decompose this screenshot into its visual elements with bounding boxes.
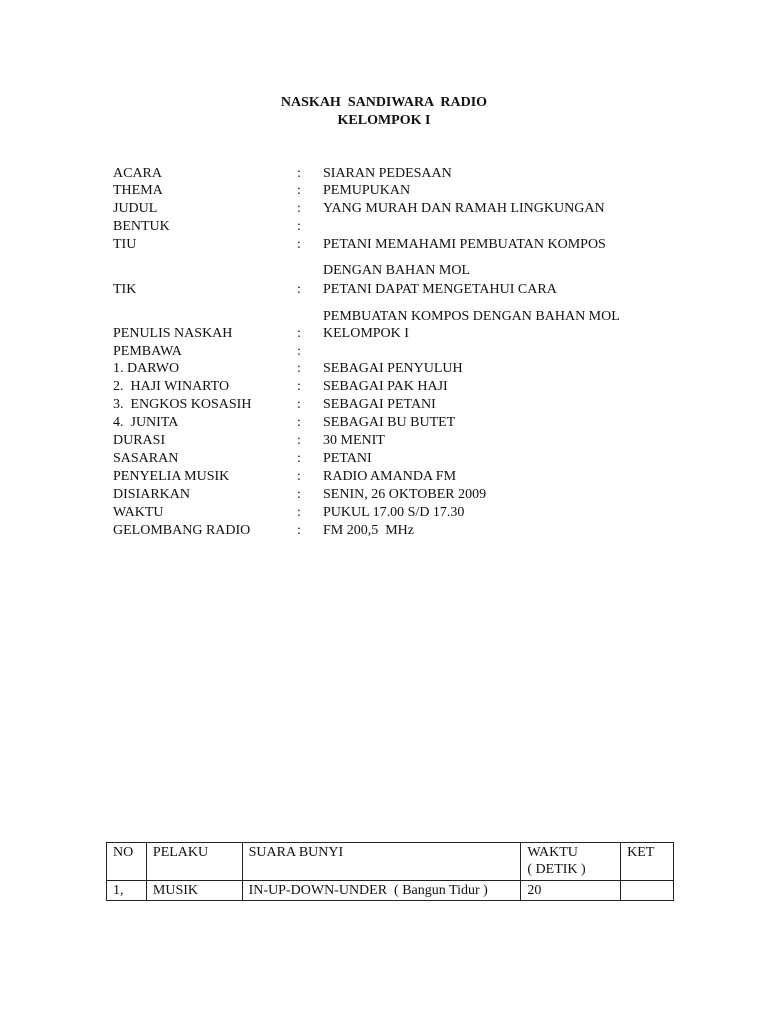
colon: :	[297, 361, 301, 376]
colon: :	[297, 415, 301, 430]
info-value: PETANI DAPAT MENGETAHUI CARA	[323, 282, 557, 297]
header-waktu: WAKTU ( DETIK )	[521, 843, 621, 881]
info-row-cast-4	[0, 414, 768, 432]
info-label: ACARA	[113, 166, 163, 181]
info-row-cast-1	[0, 360, 768, 378]
info-row-waktu	[0, 504, 768, 522]
info-value: SIARAN PEDESAAN	[323, 166, 452, 181]
table-row	[107, 881, 674, 901]
script-table	[106, 842, 674, 901]
info-row-tik	[0, 281, 768, 299]
info-label: SASARAN	[113, 451, 179, 466]
colon: :	[297, 201, 301, 216]
info-value: 30 MENIT	[323, 433, 385, 448]
colon: :	[297, 183, 301, 198]
info-label: BENTUK	[113, 219, 170, 234]
header-ket: KET	[621, 843, 674, 881]
info-label: 3. ENGKOS KOSASIH	[113, 397, 252, 412]
info-value: PETANI MEMAHAMI PEMBUATAN KOMPOS	[323, 237, 606, 252]
info-value: PEMUPUKAN	[323, 183, 411, 198]
colon: :	[297, 344, 301, 359]
cell-waktu: 20	[521, 881, 621, 901]
info-row-tiu	[0, 236, 768, 254]
info-value: PETANI	[323, 451, 372, 466]
colon: :	[297, 282, 301, 297]
table-header-row	[107, 843, 674, 881]
info-value: PUKUL 17.00 S/D 17.30	[323, 505, 465, 520]
info-label: PENYELIA MUSIK	[113, 469, 230, 484]
colon: :	[297, 505, 301, 520]
cell-pelaku: MUSIK	[146, 881, 242, 901]
info-label: DISIARKAN	[113, 487, 190, 502]
info-label: DURASI	[113, 433, 166, 448]
cell-no: 1,	[107, 881, 147, 901]
info-value: KELOMPOK I	[323, 326, 409, 341]
colon: :	[297, 166, 301, 181]
info-row-penyelia	[0, 468, 768, 486]
info-label: PENULIS NASKAH	[113, 326, 233, 341]
info-label: WAKTU	[113, 505, 164, 520]
info-row-acara	[0, 165, 768, 183]
info-value-continuation: DENGAN BAHAN MOL	[323, 263, 470, 278]
info-label: 1. DARWO	[113, 361, 180, 376]
info-row-judul	[0, 200, 768, 218]
info-label: TIK	[113, 282, 137, 297]
info-value: RADIO AMANDA FM	[323, 469, 457, 484]
colon: :	[297, 219, 301, 234]
info-label: 2. HAJI WINARTO	[113, 379, 230, 394]
colon: :	[297, 487, 301, 502]
info-row-tiu-cont	[0, 262, 768, 280]
info-value: SEBAGAI PAK HAJI	[323, 379, 448, 394]
info-row-cast-2	[0, 378, 768, 396]
cell-ket	[621, 881, 674, 901]
document-subtitle: KELOMPOK I	[337, 113, 431, 128]
info-value-continuation: PEMBUATAN KOMPOS DENGAN BAHAN MOL	[323, 309, 620, 324]
info-row-cast-3	[0, 396, 768, 414]
info-label: 4. JUNITA	[113, 415, 179, 430]
colon: :	[297, 379, 301, 394]
info-row-tik-cont	[0, 308, 768, 326]
info-row-penulis	[0, 325, 768, 343]
info-label: GELOMBANG RADIO	[113, 523, 251, 538]
info-row-gelombang	[0, 522, 768, 540]
info-value: SEBAGAI PETANI	[323, 397, 436, 412]
info-row-durasi	[0, 432, 768, 450]
info-value: FM 200,5 MHz	[323, 523, 415, 538]
header-pelaku: PELAKU	[146, 843, 242, 881]
colon: :	[297, 397, 301, 412]
info-value: SEBAGAI BU BUTET	[323, 415, 456, 430]
colon: :	[297, 451, 301, 466]
colon: :	[297, 523, 301, 538]
header-no: NO	[107, 843, 147, 881]
colon: :	[297, 433, 301, 448]
info-label: PEMBAWA	[113, 344, 182, 359]
info-row-bentuk	[0, 218, 768, 236]
info-label: TIU	[113, 237, 137, 252]
colon: :	[297, 237, 301, 252]
header-suara-bunyi: SUARA BUNYI	[242, 843, 521, 881]
info-row-pembawa	[0, 343, 768, 361]
info-label: JUDUL	[113, 201, 158, 216]
info-value: SENIN, 26 OKTOBER 2009	[323, 487, 487, 502]
document-title: NASKAH SANDIWARA RADIO	[280, 95, 488, 110]
info-row-sasaran	[0, 450, 768, 468]
info-value: YANG MURAH DAN RAMAH LINGKUNGAN	[323, 201, 605, 216]
cell-suara-bunyi: IN-UP-DOWN-UNDER ( Bangun Tidur )	[242, 881, 521, 901]
info-row-disiarkan	[0, 486, 768, 504]
colon: :	[297, 469, 301, 484]
colon: :	[297, 326, 301, 341]
info-label: THEMA	[113, 183, 163, 198]
info-row-thema	[0, 182, 768, 200]
info-value: SEBAGAI PENYULUH	[323, 361, 463, 376]
